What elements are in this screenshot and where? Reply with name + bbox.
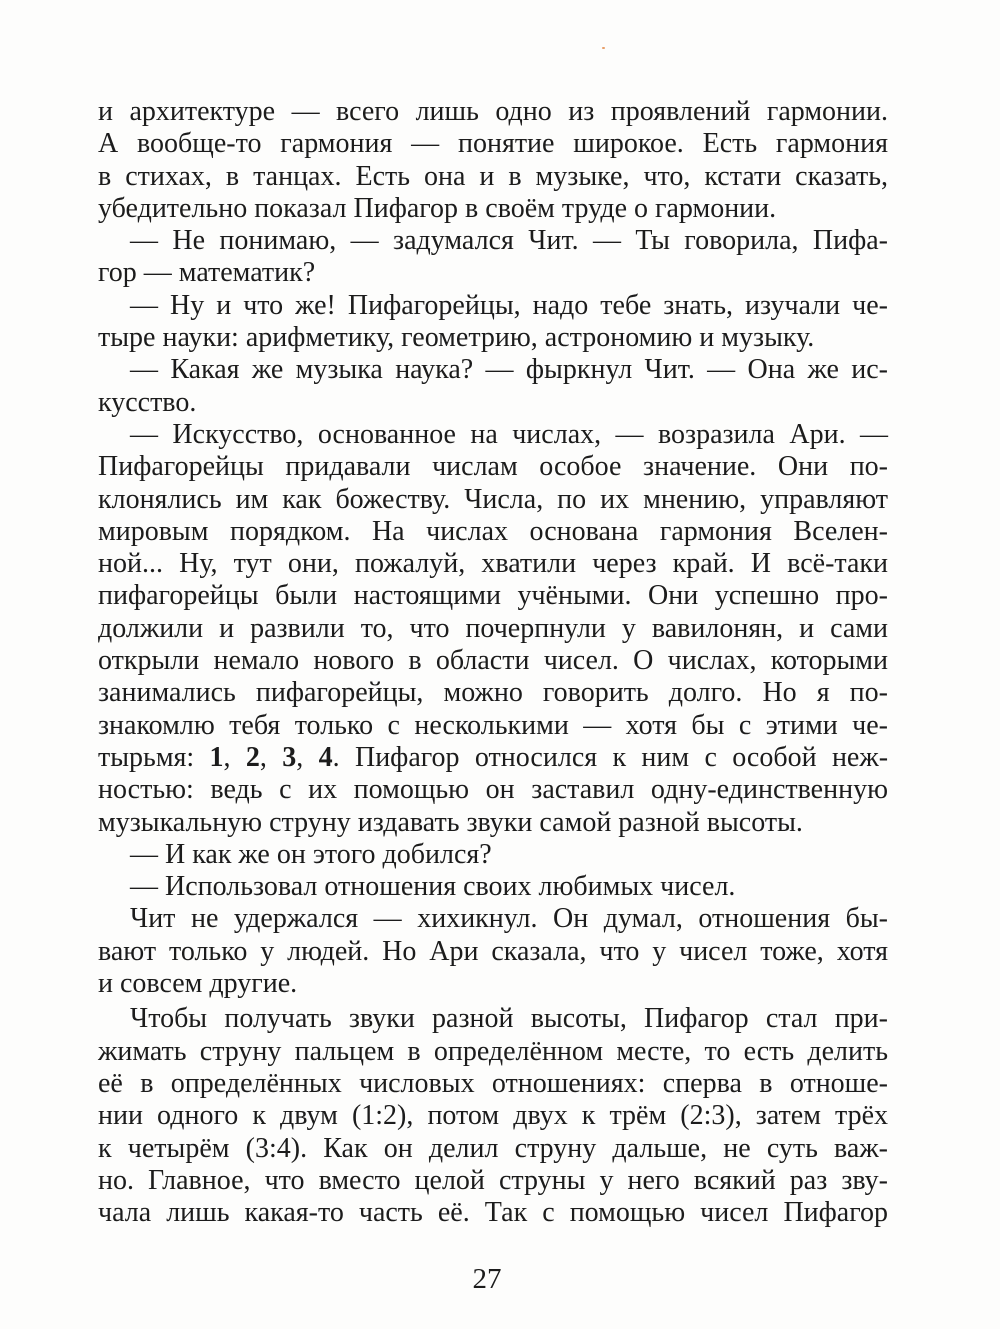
text-line: в стихах, в танцах. Есть она и в музыке, что, кстати сказать, [98, 160, 888, 192]
number-two: 2 [245, 741, 260, 773]
text-line: тыре науки: арифметику, геометрию, астрономию и музыку. [98, 322, 815, 354]
text-line: вают только у людей. Но Ари сказала, что у чисел тоже, хотя [98, 935, 888, 967]
text-line: но. Главное, что вместо целой струны у него всякий раз зву- [98, 1164, 888, 1196]
print-speck [602, 47, 605, 49]
text-line: занимались пифагорейцы, можно говорить долго. Но я по- [98, 677, 888, 709]
text-line: и архитектуре — всего лишь одно из проявлений гармонии. [98, 96, 888, 127]
text-line: музыкальную струну издавать звуки самой разной высоты. [98, 806, 803, 838]
text-line: открыли немало нового в области чисел. О числах, которыми [98, 645, 888, 677]
number-one: 1 [209, 741, 224, 773]
text-line: ной... Ну, тут они, пожалуй, хватили через край. И всё-таки [98, 548, 888, 580]
text-line: Пифагорейцы придавали числам особое значение. Они по- [98, 451, 888, 483]
text-line: А вообще-то гармония — понятие широкое. Есть гармония [98, 128, 888, 160]
text-line: убедительно показал Пифагор в своём труде о гармонии. [98, 192, 777, 224]
numbers-lead-text: тырьмя: [98, 741, 210, 773]
text-line: ностью: ведь с их помощью он заставил одну-единственную [98, 774, 888, 806]
page-body-text [98, 96, 888, 1229]
text-line-with-numbers: тырьмя: 1, 2, 3, 4. Пифагор относился к ним с особой неж- [98, 741, 889, 773]
text-line: — Использовал отношения своих любимых чисел. [130, 871, 736, 903]
text-line: — Ну и что же! Пифагорейцы, надо тебе знать, изучали че- [130, 289, 888, 321]
page-number: 27 [472, 1263, 502, 1295]
text-line: гор — математик? [98, 257, 316, 289]
text-line: чала лишь какая-то часть её. Так с помощью чисел Пифагор [98, 1197, 888, 1229]
text-line: — Какая же музыка наука? — фыркнул Чит. — Она же ис- [130, 354, 888, 386]
text-line: Чтобы получать звуки разной высоты, Пифагор стал при- [130, 1003, 888, 1035]
text-line: знакомлю тебя только с несколькими — хотя бы с этими че- [98, 709, 888, 741]
number-three: 3 [282, 741, 297, 773]
text-line: пифагорейцы были настоящими учёными. Они успешно про- [98, 580, 888, 612]
text-line: Чит не удержался — хихикнул. Он думал, отношения бы- [130, 903, 888, 935]
numbers-trail-text: . Пифагор относился к ним с особой неж- [332, 741, 889, 773]
text-line: клонялись им как божеству. Числа, по их мнению, управляют [98, 483, 888, 515]
text-line: к четырём (3:4). Как он делил струну дальше, не суть важ- [98, 1132, 888, 1164]
text-line: и совсем другие. [98, 968, 298, 1000]
text-line: нии одного к двум (1:2), потом двух к трём (2:3), затем трёх [98, 1100, 888, 1132]
text-line: — И как же он этого добился? [130, 838, 492, 870]
text-line: — Не понимаю, — задумался Чит. — Ты говорила, Пифа- [130, 225, 888, 257]
number-four: 4 [318, 741, 333, 773]
text-line: жимать струну пальцем в определённом месте, то есть делить [98, 1035, 888, 1067]
text-line: — Искусство, основанное на числах, — возразила Ари. — [130, 418, 888, 450]
text-line: мировым порядком. На числах основана гармония Вселен- [98, 515, 888, 547]
text-line: должили и развили то, что почерпнули у вавилонян, и сами [98, 612, 888, 644]
text-line: кусство. [98, 386, 197, 418]
text-line: её в определённых числовых отношениях: сперва в отноше- [98, 1067, 888, 1099]
